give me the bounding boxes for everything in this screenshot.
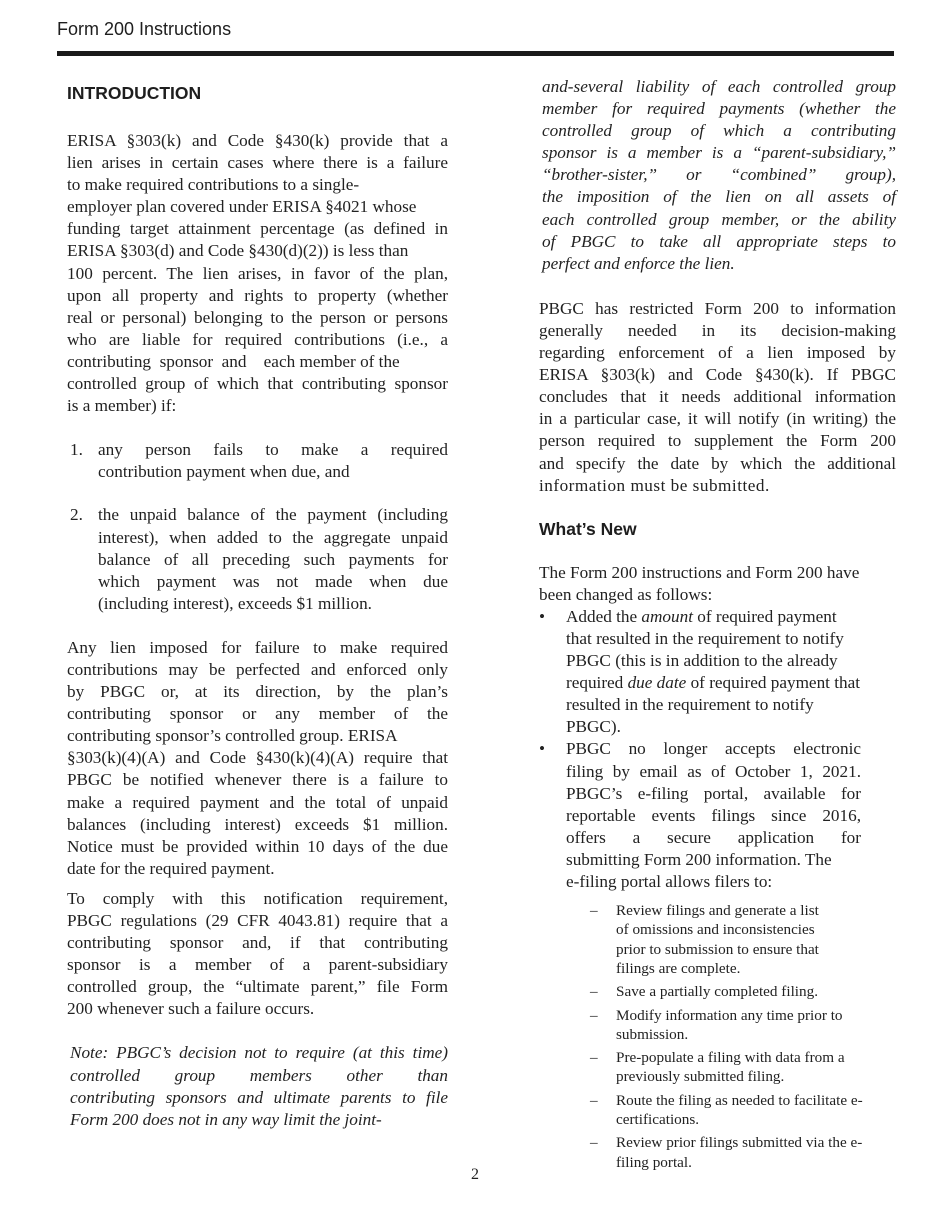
text-line: To comply with this notification requirement, <box>67 888 448 908</box>
list-number: 1. <box>70 440 83 460</box>
text-line: PBGC). <box>566 717 621 737</box>
text-line: controlled group of which a contributing <box>542 121 896 141</box>
list-item <box>539 1006 896 1045</box>
text-line: submission. <box>616 1025 689 1043</box>
text-line: Note: PBGC’s decision not to require (at this time) <box>70 1043 448 1063</box>
dash-bullet-icon: – <box>590 1091 598 1109</box>
text-fragment: of required payment <box>692 606 837 626</box>
list-item <box>539 901 896 978</box>
bullet-icon: • <box>539 739 546 759</box>
text-fragment: of required payment that <box>686 673 861 693</box>
left-column <box>67 82 448 1131</box>
text-line: §303(k)(4)(A) and Code §430(k)(4)(A) require that <box>67 748 448 768</box>
text-line: funding target attainment percentage (as defined in <box>67 219 448 239</box>
text-line: the imposition of the lien on all assets of <box>542 187 896 207</box>
lien-conditions-list <box>67 439 448 615</box>
form-restriction-paragraph <box>539 298 896 497</box>
note-continued-paragraph <box>539 76 896 275</box>
text-line: person required to supplement the Form 200 <box>539 431 896 451</box>
list-item <box>539 606 861 739</box>
text-line: Review prior filings submitted via the e- <box>616 1134 863 1152</box>
text-line: previously submitted filing. <box>616 1068 785 1086</box>
text-line: interest), when added to the aggregate unpaid <box>98 527 448 547</box>
dash-bullet-icon: – <box>590 902 598 920</box>
text-line: Save a partially completed filing. <box>616 983 819 1001</box>
text-line: “brother-sister,” or “combined” group), <box>542 165 896 185</box>
text-line: which payment was not made when due <box>98 571 448 591</box>
text-line: regarding enforcement of a lien imposed by <box>539 343 896 363</box>
list-item <box>539 1048 896 1087</box>
note-paragraph <box>67 1042 448 1130</box>
list-item <box>67 439 448 483</box>
text-line: is a member) if: <box>67 396 177 416</box>
text-line: to make required contributions to a single- <box>67 175 360 195</box>
text-line: contributing sponsor and each member of the <box>67 351 400 371</box>
text-line: any person fails to make a required <box>98 440 448 460</box>
text-fragment: required <box>566 673 628 693</box>
text-line: employer plan covered under ERISA §4021 whose <box>67 197 417 217</box>
text-line: ERISA §303(d) and Code §430(d)(2)) is less than <box>67 241 409 261</box>
text-line: sponsor is a member is a “parent-subsidiary,” <box>542 143 896 163</box>
text-line: balance of all preceding such payments for <box>98 549 448 569</box>
text-line: lien arises in certain cases where there is a failure <box>67 153 448 173</box>
text-line: contributing sponsor and, if that contributing <box>67 933 448 953</box>
text-fragment: Added the <box>566 606 642 626</box>
text-line: contribution payment when due, and <box>98 462 350 482</box>
text-line: controlled group of which that contributing sponsor <box>67 374 448 394</box>
text-line: contributions may be perfected and enforced only <box>67 659 448 679</box>
text-line: PBGC has restricted Form 200 to information <box>539 298 896 318</box>
text-line: resulted in the requirement to notify <box>566 695 814 715</box>
document-title: Form 200 Instructions <box>57 19 232 39</box>
text-line: and-several liability of each controlled group <box>542 77 896 96</box>
text-line: contributing sponsors and ultimate parents to file <box>70 1087 448 1107</box>
text-line: been changed as follows: <box>539 584 713 604</box>
text-line <box>566 672 861 694</box>
list-item <box>67 504 448 614</box>
text-line: who are liable for required contributions (i.e., a <box>67 329 448 349</box>
text-line: of omissions and inconsistencies <box>616 921 815 939</box>
right-column <box>539 76 896 1176</box>
whats-new-heading: What’s New <box>539 518 637 539</box>
text-line: filings are complete. <box>616 959 741 977</box>
text-line: perfect and enforce the lien. <box>542 253 735 273</box>
dash-bullet-icon: – <box>590 1006 598 1024</box>
text-line: controlled group, the “ultimate parent,” file Form <box>67 977 448 997</box>
dash-bullet-icon: – <box>590 983 598 1001</box>
text-line: that resulted in the requirement to notify <box>566 628 844 648</box>
text-line: (including interest), exceeds $1 million. <box>98 593 372 613</box>
list-number: 2. <box>70 505 83 525</box>
whats-new-intro <box>539 562 896 606</box>
text-line: Route the filing as needed to facilitate e- <box>616 1091 863 1109</box>
text-line: of PBGC to take all appropriate steps to <box>542 231 896 251</box>
text-line: in a particular case, it will notify (in writing) the <box>539 409 896 429</box>
text-line: information must be submitted. <box>539 475 770 495</box>
text-line: Form 200 does not in any way limit the joint- <box>70 1109 382 1129</box>
text-line: and specify the date by which the additional <box>539 453 896 473</box>
text-line: PBGC (this is in addition to the already <box>566 651 838 671</box>
dash-bullet-icon: – <box>590 1134 598 1152</box>
text-line: generally needed in its decision-making <box>539 320 896 340</box>
text-line: contributing sponsor or any member of the <box>67 704 448 724</box>
notification-paragraph <box>67 888 448 1021</box>
text-line: 200 whenever such a failure occurs. <box>67 999 315 1019</box>
text-line <box>566 606 861 628</box>
portal-features-list <box>539 901 896 1172</box>
text-line: ERISA §303(k) and Code §430(k) provide that a <box>67 131 448 150</box>
text-line: PBGC’s e-filing portal, available for <box>566 783 861 803</box>
header-rule <box>57 51 894 56</box>
text-line: filing by email as of October 1, 2021. <box>566 761 861 781</box>
lien-enforcement-paragraph <box>67 637 448 880</box>
emphasis-due-date: due date <box>627 673 687 693</box>
text-line: date for the required payment. <box>67 858 275 878</box>
text-line: certifications. <box>616 1111 700 1129</box>
introduction-heading: INTRODUCTION <box>67 83 202 103</box>
intro-paragraph <box>67 130 448 417</box>
list-item <box>539 982 896 1001</box>
text-line: member for required payments (whether the <box>542 99 896 119</box>
text-line: each controlled group member, or the ability <box>542 209 896 229</box>
text-line: PBGC be notified whenever there is a failure to <box>67 770 448 790</box>
text-line: The Form 200 instructions and Form 200 have <box>539 562 860 582</box>
text-line: by PBGC or, at its direction, by the plan’s <box>67 682 448 702</box>
text-line: Pre-populate a filing with data from a <box>616 1049 845 1067</box>
text-line: filing portal. <box>616 1153 692 1171</box>
text-line: make a required payment and the total of unpaid <box>67 792 448 812</box>
text-line: contributing sponsor’s controlled group. ERISA <box>67 726 398 746</box>
text-line: Review filings and generate a list <box>616 902 819 920</box>
text-line: 100 percent. The lien arises, in favor of the plan, <box>67 263 448 283</box>
text-line: Any lien imposed for failure to make required <box>67 637 448 657</box>
text-line: the unpaid balance of the payment (including <box>98 505 448 525</box>
text-line: PBGC no longer accepts electronic <box>566 739 861 759</box>
text-line: PBGC regulations (29 CFR 4043.81) require that a <box>67 911 448 930</box>
text-line: Modify information any time prior to <box>616 1006 843 1024</box>
text-line: upon all property and rights to property (whether <box>67 285 448 305</box>
text-line: submitting Form 200 information. The <box>566 849 832 869</box>
page-number: 2 <box>471 1166 479 1183</box>
text-line: concludes that it needs additional information <box>539 387 896 407</box>
text-line: Notice must be provided within 10 days of the due <box>67 836 448 856</box>
changes-list <box>539 606 861 893</box>
text-line: real or personal) belonging to the person or persons <box>67 307 448 327</box>
text-line: ERISA §303(k) and Code §430(k). If PBGC <box>539 365 896 385</box>
text-line: prior to submission to ensure that <box>616 940 819 958</box>
list-item <box>539 1091 896 1130</box>
text-line: balances (including interest) exceeds $1 million. <box>67 814 448 834</box>
list-item <box>539 738 861 893</box>
text-line: controlled group members other than <box>70 1065 448 1085</box>
text-line: e-filing portal allows filers to: <box>566 872 773 891</box>
text-line: offers a secure application for <box>566 827 861 847</box>
dash-bullet-icon: – <box>590 1049 598 1067</box>
emphasis-amount: amount <box>641 606 693 626</box>
text-line: reportable events filings since 2016, <box>566 805 861 825</box>
bullet-icon: • <box>539 606 546 626</box>
text-line: sponsor is a member of a parent-subsidiary <box>67 955 448 975</box>
